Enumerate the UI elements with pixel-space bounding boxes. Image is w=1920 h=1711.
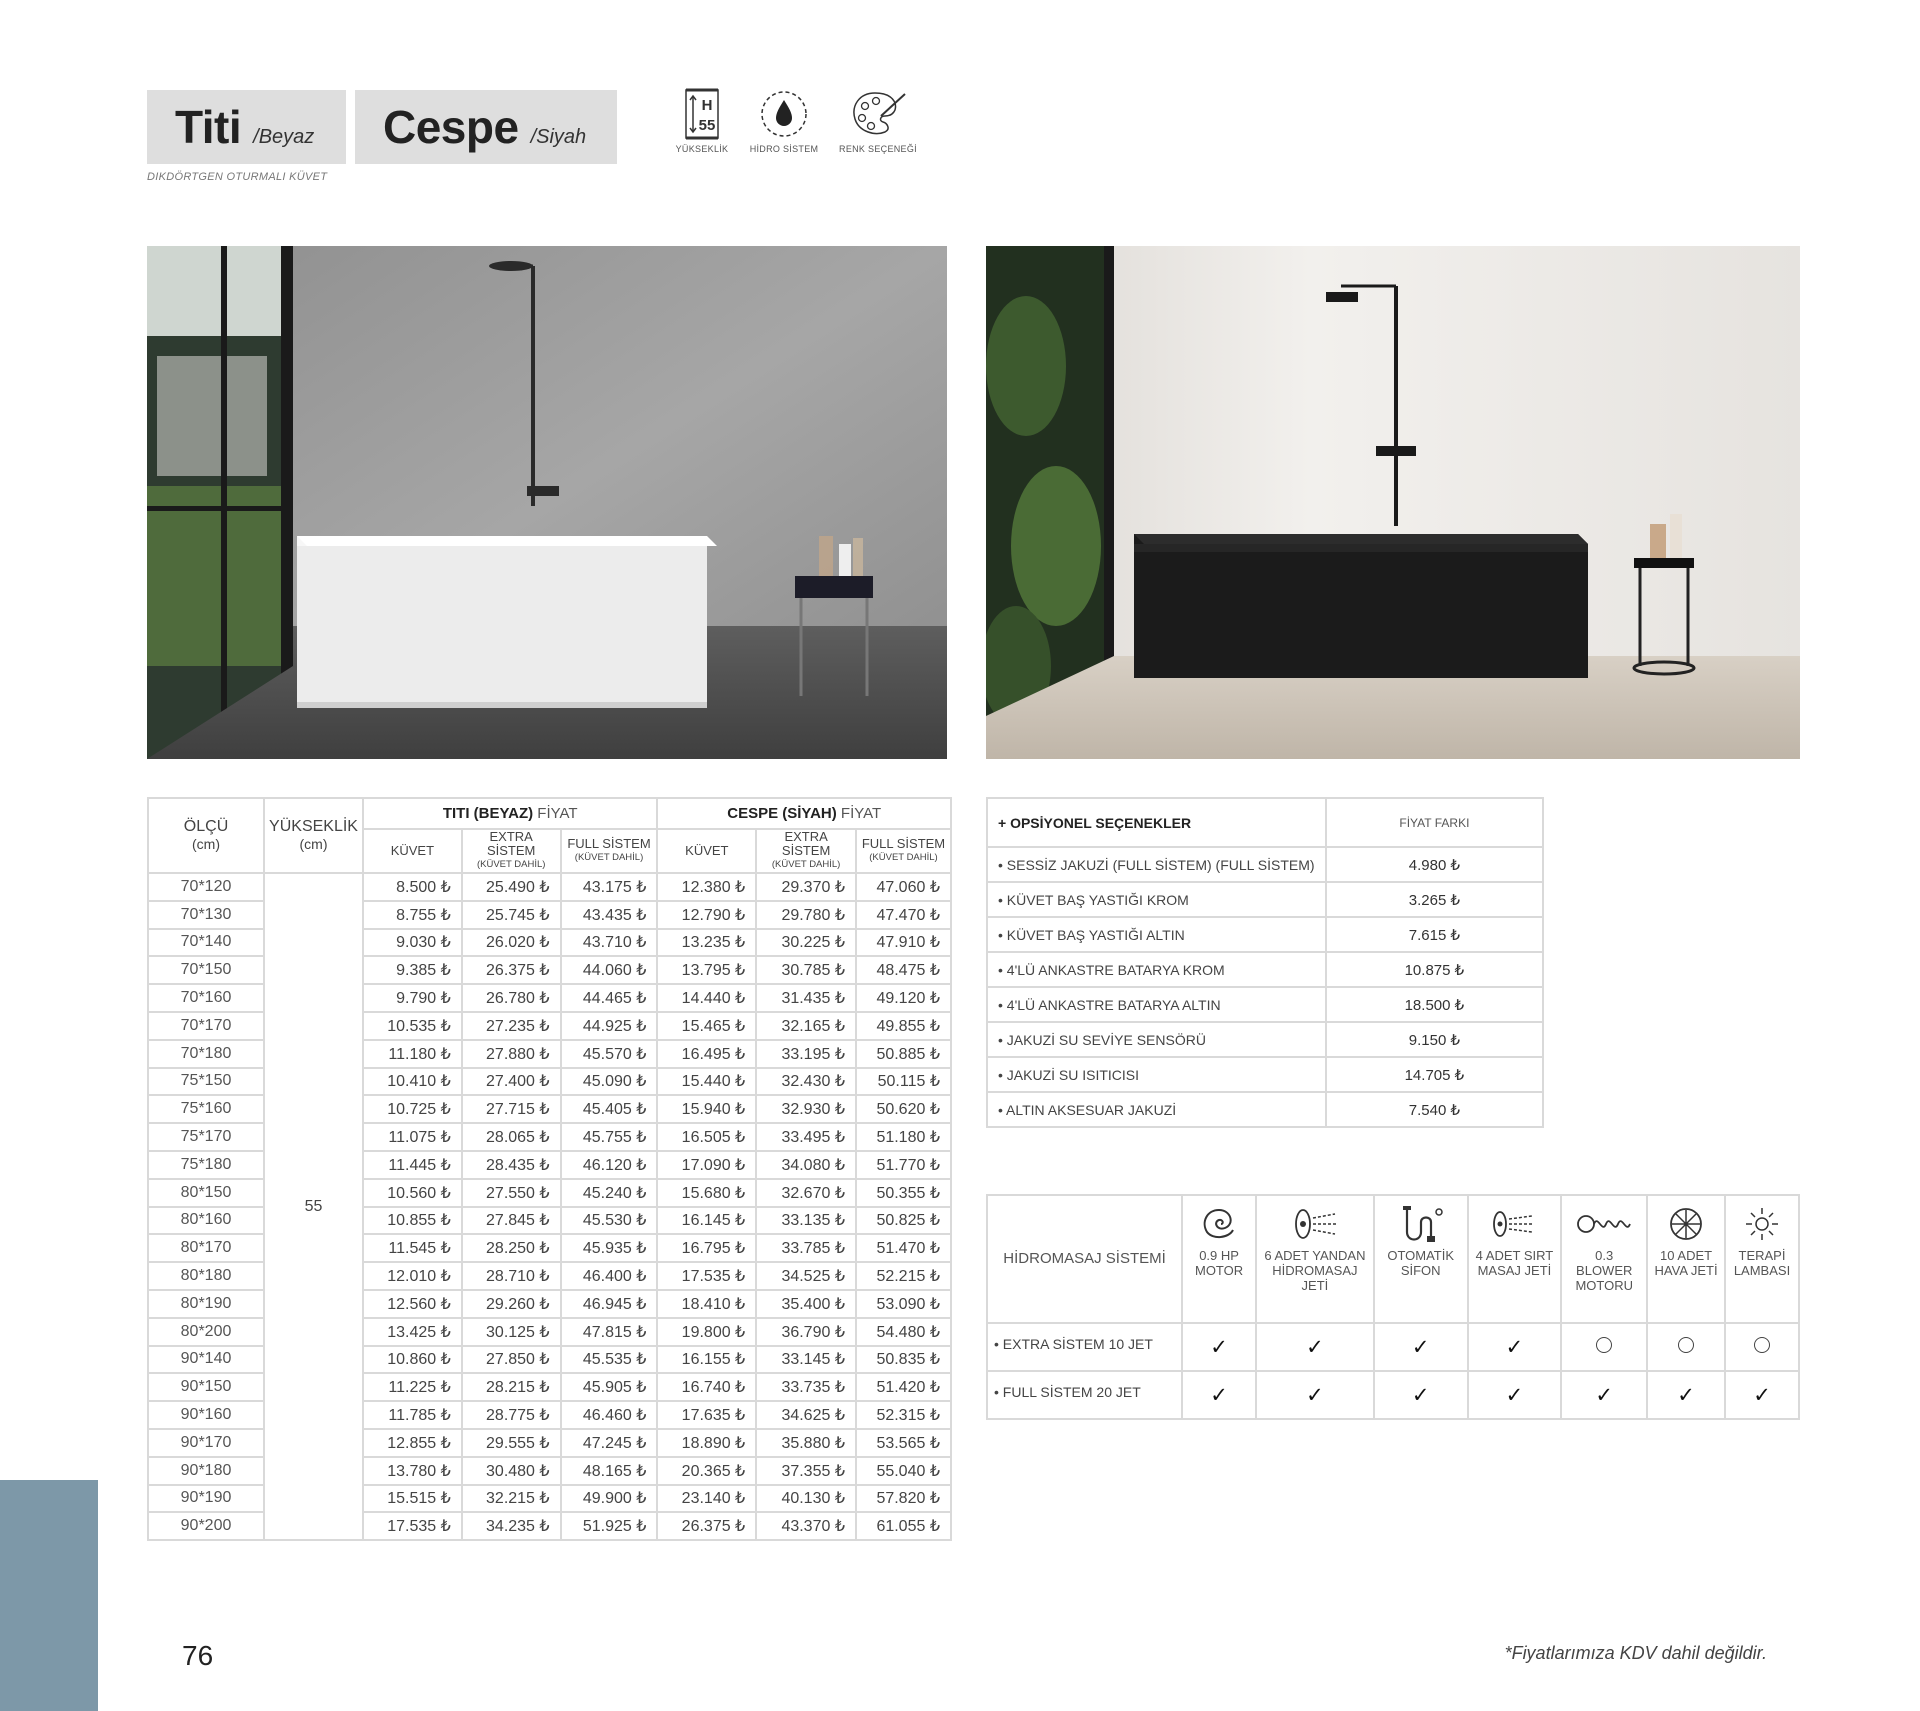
price-cell: 27.845 ₺ — [462, 1207, 561, 1235]
price-cell: 55.040 ₺ — [856, 1457, 951, 1485]
price-cell: 27.850 ₺ — [462, 1346, 561, 1374]
empty-circle-icon — [1647, 1323, 1725, 1371]
option-row — [987, 1022, 1543, 1057]
option-row — [987, 882, 1543, 917]
price-cell: 32.165 ₺ — [756, 1012, 856, 1040]
price-cell: 11.225 ₺ — [363, 1373, 462, 1401]
price-cell: 27.880 ₺ — [462, 1040, 561, 1068]
option-price: 14.705 ₺ — [1326, 1057, 1543, 1092]
size-cell: 80*190 — [148, 1290, 264, 1318]
price-cell: 45.530 ₺ — [561, 1207, 658, 1235]
price-cell: 33.495 ₺ — [756, 1123, 856, 1151]
price-cell: 32.670 ₺ — [756, 1179, 856, 1207]
option-price: 18.500 ₺ — [1326, 987, 1543, 1022]
price-cell: 27.550 ₺ — [462, 1179, 561, 1207]
price-cell: 17.090 ₺ — [657, 1151, 756, 1179]
feature-hydro — [744, 88, 824, 154]
size-cell: 80*150 — [148, 1179, 264, 1207]
price-cell: 49.900 ₺ — [561, 1485, 658, 1513]
price-cell: 32.930 ₺ — [756, 1095, 856, 1123]
price-cell: 35.400 ₺ — [756, 1290, 856, 1318]
price-cell: 23.140 ₺ — [657, 1485, 756, 1513]
option-price: 10.875 ₺ — [1326, 952, 1543, 987]
side-jet-icon — [1285, 1202, 1345, 1248]
price-cell: 10.410 ₺ — [363, 1068, 462, 1096]
svg-text:55: 55 — [698, 117, 716, 134]
size-cell: 70*120 — [148, 873, 264, 901]
check-icon: ✓ — [1182, 1371, 1256, 1419]
color-palette-icon — [847, 88, 909, 140]
price-cell: 28.775 ₺ — [462, 1401, 561, 1429]
option-row — [987, 1092, 1543, 1127]
price-cell: 45.535 ₺ — [561, 1346, 658, 1374]
price-cell: 11.785 ₺ — [363, 1401, 462, 1429]
option-price: 7.540 ₺ — [1326, 1092, 1543, 1127]
price-cell: 15.680 ₺ — [657, 1179, 756, 1207]
price-cell: 37.355 ₺ — [756, 1457, 856, 1485]
system-label: • EXTRA SİSTEM 10 JET — [987, 1323, 1182, 1371]
column-motor: 0.9 HP MOTOR — [1182, 1195, 1256, 1323]
feature-label: RENK SEÇENEĞİ — [839, 144, 917, 154]
size-cell: 80*170 — [148, 1234, 264, 1262]
size-cell: 80*180 — [148, 1262, 264, 1290]
check-icon: ✓ — [1374, 1323, 1468, 1371]
price-cell: 44.465 ₺ — [561, 984, 658, 1012]
price-cell: 48.475 ₺ — [856, 956, 951, 984]
price-cell: 10.860 ₺ — [363, 1346, 462, 1374]
price-cell: 28.065 ₺ — [462, 1123, 561, 1151]
check-icon: ✓ — [1725, 1371, 1799, 1419]
price-cell: 8.755 ₺ — [363, 901, 462, 929]
cespe-title-box — [355, 90, 617, 164]
price-cell: 34.080 ₺ — [756, 1151, 856, 1179]
hydromassage-title: HİDROMASAJ SİSTEMİ — [987, 1195, 1182, 1323]
price-cell: 36.790 ₺ — [756, 1318, 856, 1346]
titi-white-bathtub-photo — [147, 246, 947, 759]
check-icon: ✓ — [1561, 1371, 1647, 1419]
price-cell: 15.465 ₺ — [657, 1012, 756, 1040]
price-cell: 29.370 ₺ — [756, 873, 856, 901]
price-cell: 26.780 ₺ — [462, 984, 561, 1012]
option-label: • ALTIN AKSESUAR JAKUZİ — [987, 1092, 1326, 1127]
size-cell: 75*160 — [148, 1095, 264, 1123]
price-cell: 10.855 ₺ — [363, 1207, 462, 1235]
price-cell: 15.440 ₺ — [657, 1068, 756, 1096]
kuvet-header: KÜVET — [363, 829, 462, 873]
option-label: • KÜVET BAŞ YASTIĞI KROM — [987, 882, 1326, 917]
price-cell: 13.780 ₺ — [363, 1457, 462, 1485]
price-cell: 33.195 ₺ — [756, 1040, 856, 1068]
size-cell: 80*200 — [148, 1318, 264, 1346]
price-cell: 45.935 ₺ — [561, 1234, 658, 1262]
price-cell: 45.405 ₺ — [561, 1095, 658, 1123]
price-cell: 43.435 ₺ — [561, 901, 658, 929]
price-cell: 12.855 ₺ — [363, 1429, 462, 1457]
price-cell: 34.625 ₺ — [756, 1401, 856, 1429]
option-row — [987, 987, 1543, 1022]
siphon-icon — [1391, 1202, 1451, 1248]
price-difference-header: FİYAT FARKI — [1326, 798, 1543, 847]
size-cell: 70*150 — [148, 956, 264, 984]
swirl-motor-icon — [1189, 1202, 1249, 1248]
price-cell: 13.795 ₺ — [657, 956, 756, 984]
option-row — [987, 952, 1543, 987]
back-jet-icon — [1484, 1202, 1544, 1248]
size-cell: 80*160 — [148, 1207, 264, 1235]
price-cell: 52.215 ₺ — [856, 1262, 951, 1290]
price-cell: 40.130 ₺ — [756, 1485, 856, 1513]
column-blower: 0.3 BLOWER MOTORU — [1561, 1195, 1647, 1323]
price-cell: 50.885 ₺ — [856, 1040, 951, 1068]
product-color-cespe: /Siyah — [530, 126, 587, 148]
price-cell: 32.430 ₺ — [756, 1068, 856, 1096]
price-cell: 50.825 ₺ — [856, 1207, 951, 1235]
price-cell: 52.315 ₺ — [856, 1401, 951, 1429]
price-cell: 12.380 ₺ — [657, 873, 756, 901]
product-subtitle: DIKDÖRTGEN OTURMALI KÜVET — [147, 171, 328, 183]
price-cell: 61.055 ₺ — [856, 1512, 951, 1540]
price-cell: 51.925 ₺ — [561, 1512, 658, 1540]
price-cell: 14.440 ₺ — [657, 984, 756, 1012]
price-cell: 30.480 ₺ — [462, 1457, 561, 1485]
empty-circle-icon — [1561, 1323, 1647, 1371]
price-table — [147, 797, 952, 1541]
price-cell: 26.020 ₺ — [462, 929, 561, 957]
price-cell: 12.010 ₺ — [363, 1262, 462, 1290]
price-cell: 34.525 ₺ — [756, 1262, 856, 1290]
price-cell: 28.250 ₺ — [462, 1234, 561, 1262]
price-cell: 50.355 ₺ — [856, 1179, 951, 1207]
page-number: 76 — [182, 1640, 214, 1671]
size-header: ÖLÇÜ (cm) — [148, 798, 264, 873]
price-cell: 47.815 ₺ — [561, 1318, 658, 1346]
price-cell: 50.115 ₺ — [856, 1068, 951, 1096]
size-cell: 90*160 — [148, 1401, 264, 1429]
column-side-jets: 6 ADET YANDAN HİDROMASAJ JETİ — [1256, 1195, 1374, 1323]
price-cell: 33.145 ₺ — [756, 1346, 856, 1374]
check-icon: ✓ — [1468, 1371, 1562, 1419]
price-cell: 30.225 ₺ — [756, 929, 856, 957]
water-drop-icon — [757, 88, 811, 140]
price-cell: 10.535 ₺ — [363, 1012, 462, 1040]
price-cell: 25.745 ₺ — [462, 901, 561, 929]
option-label: • SESSİZ JAKUZİ (FULL SİSTEM) (FULL SİSTEM) — [987, 847, 1326, 882]
check-icon: ✓ — [1468, 1323, 1562, 1371]
price-cell: 51.420 ₺ — [856, 1373, 951, 1401]
price-cell: 27.400 ₺ — [462, 1068, 561, 1096]
price-cell: 17.535 ₺ — [363, 1512, 462, 1540]
price-cell: 34.235 ₺ — [462, 1512, 561, 1540]
size-cell: 75*170 — [148, 1123, 264, 1151]
size-cell: 70*140 — [148, 929, 264, 957]
option-price: 9.150 ₺ — [1326, 1022, 1543, 1057]
price-cell: 46.120 ₺ — [561, 1151, 658, 1179]
check-icon: ✓ — [1647, 1371, 1725, 1419]
option-label: • JAKUZİ SU ISITICISI — [987, 1057, 1326, 1092]
size-cell: 75*180 — [148, 1151, 264, 1179]
full-header: FULL SİSTEM (KÜVET DAHİL) — [856, 829, 951, 873]
price-cell: 35.880 ₺ — [756, 1429, 856, 1457]
options-table — [986, 797, 1544, 1128]
price-cell: 30.785 ₺ — [756, 956, 856, 984]
column-back-jets: 4 ADET SIRT MASAJ JETİ — [1468, 1195, 1562, 1323]
check-icon: ✓ — [1256, 1323, 1374, 1371]
svg-text:H: H — [701, 97, 713, 114]
price-cell: 15.940 ₺ — [657, 1095, 756, 1123]
size-cell: 70*170 — [148, 1012, 264, 1040]
extra-header: EXTRA SİSTEM (KÜVET DAHİL) — [462, 829, 561, 873]
price-cell: 43.710 ₺ — [561, 929, 658, 957]
price-cell: 50.835 ₺ — [856, 1346, 951, 1374]
size-cell: 90*200 — [148, 1512, 264, 1540]
cespe-black-bathtub-photo — [986, 246, 1800, 759]
system-label: • FULL SİSTEM 20 JET — [987, 1371, 1182, 1419]
option-label: • KÜVET BAŞ YASTIĞI ALTIN — [987, 917, 1326, 952]
price-cell: 45.755 ₺ — [561, 1123, 658, 1151]
feature-height — [662, 88, 742, 154]
price-cell: 29.260 ₺ — [462, 1290, 561, 1318]
price-cell: 16.740 ₺ — [657, 1373, 756, 1401]
price-cell: 17.635 ₺ — [657, 1401, 756, 1429]
price-cell: 51.180 ₺ — [856, 1123, 951, 1151]
price-cell: 53.565 ₺ — [856, 1429, 951, 1457]
side-color-tab — [0, 1480, 98, 1711]
price-cell: 53.090 ₺ — [856, 1290, 951, 1318]
price-cell: 9.030 ₺ — [363, 929, 462, 957]
option-label: • 4'LÜ ANKASTRE BATARYA KROM — [987, 952, 1326, 987]
price-cell: 12.560 ₺ — [363, 1290, 462, 1318]
price-cell: 44.060 ₺ — [561, 956, 658, 984]
price-cell: 11.075 ₺ — [363, 1123, 462, 1151]
price-cell: 29.780 ₺ — [756, 901, 856, 929]
size-cell: 70*130 — [148, 901, 264, 929]
price-cell: 47.245 ₺ — [561, 1429, 658, 1457]
size-cell: 90*190 — [148, 1485, 264, 1513]
price-cell: 9.385 ₺ — [363, 956, 462, 984]
hydromassage-table — [986, 1194, 1800, 1420]
height-cell: 55 — [264, 873, 363, 1540]
price-cell: 51.470 ₺ — [856, 1234, 951, 1262]
size-cell: 90*170 — [148, 1429, 264, 1457]
product-name-titi: Titi — [175, 101, 242, 153]
price-cell: 13.235 ₺ — [657, 929, 756, 957]
check-icon: ✓ — [1374, 1371, 1468, 1419]
check-icon: ✓ — [1256, 1371, 1374, 1419]
price-cell: 31.435 ₺ — [756, 984, 856, 1012]
price-cell: 47.060 ₺ — [856, 873, 951, 901]
price-cell: 18.890 ₺ — [657, 1429, 756, 1457]
price-cell: 16.505 ₺ — [657, 1123, 756, 1151]
price-cell: 28.215 ₺ — [462, 1373, 561, 1401]
option-price: 7.615 ₺ — [1326, 917, 1543, 952]
feature-color — [838, 88, 918, 154]
blower-icon — [1574, 1202, 1634, 1248]
price-cell: 30.125 ₺ — [462, 1318, 561, 1346]
price-cell: 54.480 ₺ — [856, 1318, 951, 1346]
price-cell: 48.165 ₺ — [561, 1457, 658, 1485]
price-cell: 33.135 ₺ — [756, 1207, 856, 1235]
price-cell: 45.090 ₺ — [561, 1068, 658, 1096]
size-cell: 70*180 — [148, 1040, 264, 1068]
price-cell: 46.945 ₺ — [561, 1290, 658, 1318]
therapy-lamp-icon — [1732, 1202, 1792, 1248]
price-cell: 11.445 ₺ — [363, 1151, 462, 1179]
price-cell: 49.855 ₺ — [856, 1012, 951, 1040]
check-icon: ✓ — [1182, 1323, 1256, 1371]
product-color-titi: /Beyaz — [253, 126, 315, 148]
price-cell: 33.785 ₺ — [756, 1234, 856, 1262]
size-cell: 75*150 — [148, 1068, 264, 1096]
size-cell: 90*150 — [148, 1373, 264, 1401]
price-cell: 45.240 ₺ — [561, 1179, 658, 1207]
price-cell: 43.370 ₺ — [756, 1512, 856, 1540]
price-cell: 51.770 ₺ — [856, 1151, 951, 1179]
option-row — [987, 1057, 1543, 1092]
options-title: + OPSİYONEL SEÇENEKLER — [987, 798, 1326, 847]
system-row — [987, 1323, 1799, 1371]
price-cell: 45.905 ₺ — [561, 1373, 658, 1401]
price-cell: 29.555 ₺ — [462, 1429, 561, 1457]
price-cell: 9.790 ₺ — [363, 984, 462, 1012]
feature-label: HİDRO SİSTEM — [749, 144, 819, 154]
full-header: FULL SİSTEM (KÜVET DAHİL) — [561, 829, 658, 873]
price-cell: 16.795 ₺ — [657, 1234, 756, 1262]
size-cell: 70*160 — [148, 984, 264, 1012]
option-label: • JAKUZİ SU SEVİYE SENSÖRÜ — [987, 1022, 1326, 1057]
price-cell: 10.560 ₺ — [363, 1179, 462, 1207]
price-cell: 43.175 ₺ — [561, 873, 658, 901]
kuvet-header: KÜVET — [657, 829, 756, 873]
price-cell: 11.180 ₺ — [363, 1040, 462, 1068]
price-cell: 18.410 ₺ — [657, 1290, 756, 1318]
vat-footnote: *Fiyatlarımıza KDV dahil değildir. — [1504, 1643, 1767, 1663]
price-cell: 15.515 ₺ — [363, 1485, 462, 1513]
empty-circle-icon — [1725, 1323, 1799, 1371]
column-therapy-lamp: TERAPİ LAMBASI — [1725, 1195, 1799, 1323]
column-siphon: OTOMATİK SİFON — [1374, 1195, 1468, 1323]
price-cell: 44.925 ₺ — [561, 1012, 658, 1040]
price-cell: 33.735 ₺ — [756, 1373, 856, 1401]
price-cell: 26.375 ₺ — [657, 1512, 756, 1540]
price-cell: 46.460 ₺ — [561, 1401, 658, 1429]
price-cell: 47.470 ₺ — [856, 901, 951, 929]
size-cell: 90*140 — [148, 1346, 264, 1374]
feature-label: YÜKSEKLİK — [675, 144, 729, 154]
price-cell: 50.620 ₺ — [856, 1095, 951, 1123]
price-cell: 49.120 ₺ — [856, 984, 951, 1012]
option-label: • 4'LÜ ANKASTRE BATARYA ALTIN — [987, 987, 1326, 1022]
cespe-price-header: CESPE (SİYAH) FİYAT — [657, 798, 951, 829]
price-cell: 32.215 ₺ — [462, 1485, 561, 1513]
price-cell: 47.910 ₺ — [856, 929, 951, 957]
price-cell: 28.710 ₺ — [462, 1262, 561, 1290]
price-cell: 19.800 ₺ — [657, 1318, 756, 1346]
price-cell: 28.435 ₺ — [462, 1151, 561, 1179]
table-row — [148, 873, 951, 901]
price-cell: 25.490 ₺ — [462, 873, 561, 901]
price-cell: 45.570 ₺ — [561, 1040, 658, 1068]
option-row — [987, 847, 1543, 882]
size-cell: 90*180 — [148, 1457, 264, 1485]
column-air-jets: 10 ADET HAVA JETİ — [1647, 1195, 1725, 1323]
price-cell: 27.715 ₺ — [462, 1095, 561, 1123]
option-row — [987, 917, 1543, 952]
option-price: 3.265 ₺ — [1326, 882, 1543, 917]
price-cell: 10.725 ₺ — [363, 1095, 462, 1123]
price-cell: 13.425 ₺ — [363, 1318, 462, 1346]
price-cell: 26.375 ₺ — [462, 956, 561, 984]
price-cell: 20.365 ₺ — [657, 1457, 756, 1485]
option-price: 4.980 ₺ — [1326, 847, 1543, 882]
price-cell: 17.535 ₺ — [657, 1262, 756, 1290]
titi-price-header: TITI (BEYAZ) FİYAT — [363, 798, 657, 829]
price-cell: 12.790 ₺ — [657, 901, 756, 929]
price-cell: 8.500 ₺ — [363, 873, 462, 901]
air-jet-icon — [1656, 1202, 1716, 1248]
price-cell: 16.145 ₺ — [657, 1207, 756, 1235]
price-cell: 27.235 ₺ — [462, 1012, 561, 1040]
height-header: YÜKSEKLİK (cm) — [264, 798, 363, 873]
extra-header: EXTRA SİSTEM (KÜVET DAHİL) — [756, 829, 856, 873]
price-cell: 46.400 ₺ — [561, 1262, 658, 1290]
price-cell: 16.495 ₺ — [657, 1040, 756, 1068]
price-cell: 16.155 ₺ — [657, 1346, 756, 1374]
system-row — [987, 1371, 1799, 1419]
height-55-icon — [680, 88, 724, 140]
product-name-cespe: Cespe — [383, 101, 519, 153]
titi-title-box — [147, 90, 346, 164]
price-cell: 57.820 ₺ — [856, 1485, 951, 1513]
price-cell: 11.545 ₺ — [363, 1234, 462, 1262]
